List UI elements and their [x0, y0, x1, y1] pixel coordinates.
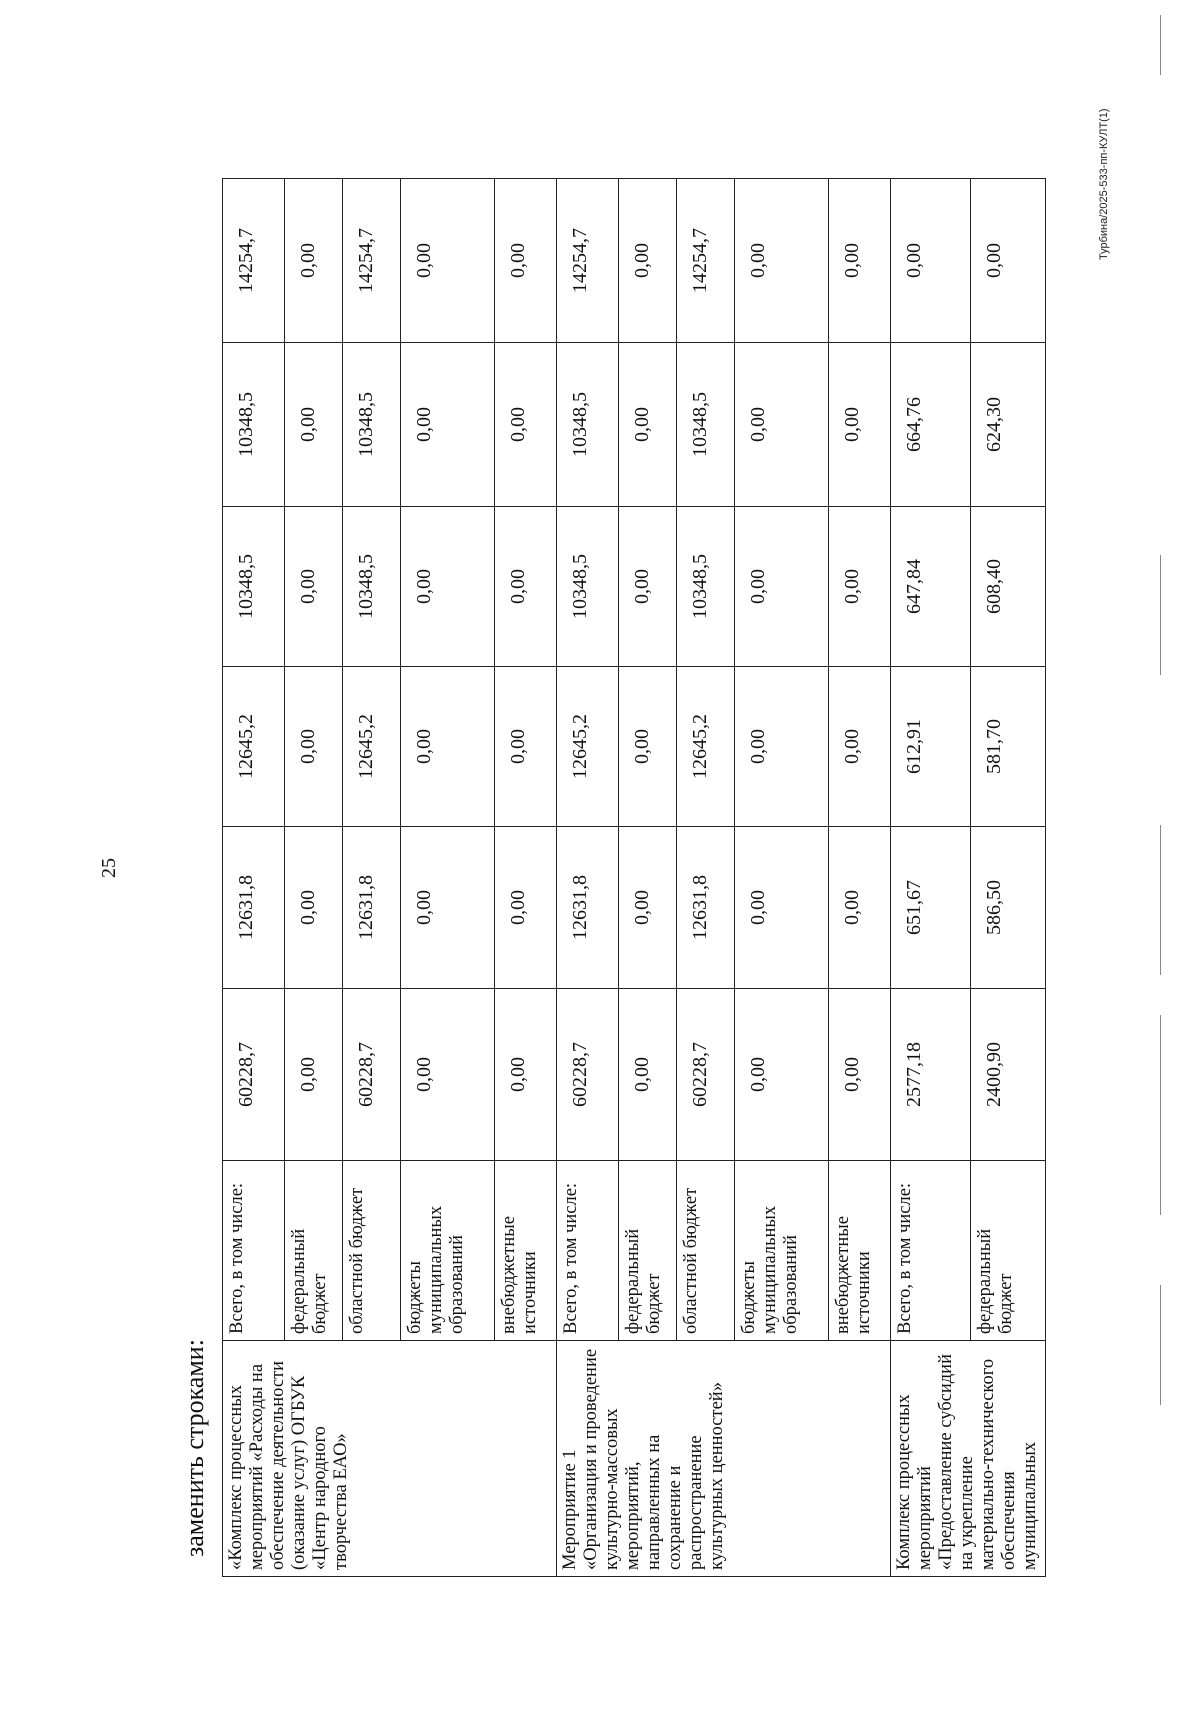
amount-cell: 60228,7: [343, 989, 401, 1161]
amount-cell: 0,00: [829, 827, 891, 989]
amount-cell: 0,00: [735, 179, 829, 343]
amount-cell: 0,00: [285, 667, 343, 827]
amount-cell: 0,00: [619, 989, 677, 1161]
funding-source: бюджеты муниципальных образований: [735, 1161, 829, 1341]
amount-cell: 2400,90: [971, 989, 1046, 1161]
amount-cell: 0,00: [285, 179, 343, 343]
amount-cell: 0,00: [619, 507, 677, 667]
page-number: 25: [98, 858, 120, 878]
amount-cell: 0,00: [495, 179, 557, 343]
amount-cell: 12631,8: [677, 827, 735, 989]
amount-cell: 0,00: [735, 343, 829, 507]
amount-cell: 0,00: [829, 667, 891, 827]
program-description: «Комплекс процессных мероприятий «Расходы на обеспечение деятельности (оказание услуг) ОГБУК «Центр народного творчества ЕАО»: [223, 1341, 557, 1577]
amount-cell: 12631,8: [557, 827, 619, 989]
amount-cell: 0,00: [401, 179, 495, 343]
amount-cell: 0,00: [495, 827, 557, 989]
amount-cell: 0,00: [401, 507, 495, 667]
funding-source: Всего, в том числе:: [891, 1161, 971, 1341]
funding-source: федеральный бюджет: [285, 1161, 343, 1341]
amount-cell: 0,00: [285, 507, 343, 667]
amount-cell: 0,00: [829, 179, 891, 343]
amount-cell: 14254,7: [677, 179, 735, 343]
program-description: Комплекс процессных мероприятий «Предоставление субсидий на укрепление материально-технического обеспечения муниципальных: [891, 1341, 1046, 1577]
amount-cell: 0,00: [495, 343, 557, 507]
amount-cell: 0,00: [735, 989, 829, 1161]
amount-cell: 0,00: [285, 989, 343, 1161]
amount-cell: 586,50: [971, 827, 1046, 989]
funding-source: бюджеты муниципальных образований: [401, 1161, 495, 1341]
amount-cell: 10348,5: [223, 507, 285, 667]
funding-source: федеральный бюджет: [971, 1161, 1046, 1341]
amount-cell: 12645,2: [557, 667, 619, 827]
amount-cell: 14254,7: [557, 179, 619, 343]
funding-source: внебюджетные источники: [495, 1161, 557, 1341]
amount-cell: 10348,5: [557, 507, 619, 667]
amount-cell: 608,40: [971, 507, 1046, 667]
table-row: [557, 179, 619, 1577]
amount-cell: 12645,2: [223, 667, 285, 827]
intro-text: заменить строками:: [180, 1339, 209, 1557]
scan-artifact: [1160, 1015, 1161, 1215]
amount-cell: 10348,5: [677, 343, 735, 507]
funding-source: областной бюджет: [677, 1161, 735, 1341]
amount-cell: 0,00: [619, 827, 677, 989]
amount-cell: 10348,5: [343, 343, 401, 507]
amount-cell: 0,00: [285, 827, 343, 989]
amount-cell: 14254,7: [343, 179, 401, 343]
amount-cell: 10348,5: [223, 343, 285, 507]
amount-cell: 10348,5: [343, 507, 401, 667]
amount-cell: 0,00: [495, 989, 557, 1161]
amount-cell: 60228,7: [223, 989, 285, 1161]
amount-cell: 0,00: [735, 827, 829, 989]
amount-cell: 0,00: [401, 667, 495, 827]
scan-artifact: [1160, 825, 1161, 975]
amount-cell: 0,00: [735, 507, 829, 667]
amount-cell: 60228,7: [557, 989, 619, 1161]
amount-cell: 0,00: [495, 507, 557, 667]
amount-cell: 0,00: [401, 989, 495, 1161]
amount-cell: 60228,7: [677, 989, 735, 1161]
table-row: [891, 179, 971, 1577]
table-body: [223, 179, 1046, 1577]
funding-source: областной бюджет: [343, 1161, 401, 1341]
scan-artifact: [1160, 1285, 1161, 1405]
amount-cell: 0,00: [619, 343, 677, 507]
amount-cell: 624,30: [971, 343, 1046, 507]
funding-source: Всего, в том числе:: [223, 1161, 285, 1341]
amount-cell: 664,76: [891, 343, 971, 507]
amount-cell: 0,00: [829, 507, 891, 667]
amount-cell: 581,70: [971, 667, 1046, 827]
funding-source: Всего, в том числе:: [557, 1161, 619, 1341]
amount-cell: 14254,7: [223, 179, 285, 343]
table-row: [223, 179, 285, 1577]
amount-cell: 12631,8: [343, 827, 401, 989]
amount-cell: 0,00: [401, 343, 495, 507]
amount-cell: 12645,2: [677, 667, 735, 827]
amount-cell: 12631,8: [223, 827, 285, 989]
funding-source: внебюджетные источники: [829, 1161, 891, 1341]
amount-cell: 10348,5: [557, 343, 619, 507]
amount-cell: 0,00: [891, 179, 971, 343]
amount-cell: 612,91: [891, 667, 971, 827]
amount-cell: 0,00: [829, 343, 891, 507]
amount-cell: 0,00: [495, 667, 557, 827]
funding-source: федеральный бюджет: [619, 1161, 677, 1341]
amount-cell: 0,00: [971, 179, 1046, 343]
budget-table: [222, 178, 1046, 1577]
amount-cell: 647,84: [891, 507, 971, 667]
amount-cell: 2577,18: [891, 989, 971, 1161]
amount-cell: 0,00: [285, 343, 343, 507]
scan-artifact: [1160, 555, 1161, 675]
amount-cell: 651,67: [891, 827, 971, 989]
amount-cell: 10348,5: [677, 507, 735, 667]
document-code: Турбина/2025-533-пп-КУЛТ(1): [1098, 108, 1110, 260]
program-description: Мероприятие 1 «Организация и проведение культурно-массовых мероприятий, направленных на сохранение и распространение культурных ценностей»: [557, 1341, 891, 1577]
scan-artifact: [1160, 15, 1161, 75]
amount-cell: 0,00: [619, 179, 677, 343]
amount-cell: 12645,2: [343, 667, 401, 827]
amount-cell: 0,00: [401, 827, 495, 989]
amount-cell: 0,00: [829, 989, 891, 1161]
amount-cell: 0,00: [619, 667, 677, 827]
amount-cell: 0,00: [735, 667, 829, 827]
